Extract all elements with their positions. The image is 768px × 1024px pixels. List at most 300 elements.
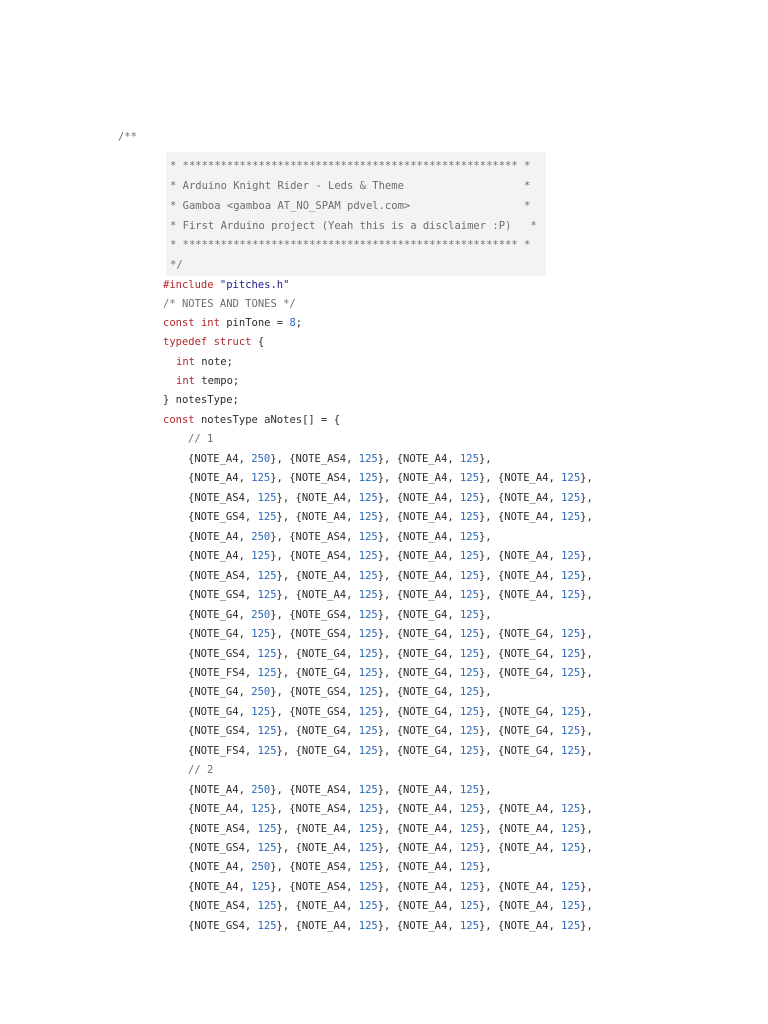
note-duration: 125 bbox=[358, 648, 378, 660]
note-name: NOTE_A4 bbox=[403, 511, 448, 523]
note-name: NOTE_G4 bbox=[301, 667, 347, 679]
note-duration: 250 bbox=[251, 784, 271, 796]
note-name: NOTE_A4 bbox=[403, 900, 448, 912]
brace-close: }, bbox=[276, 570, 290, 582]
note-name: NOTE_A4 bbox=[504, 823, 549, 835]
brace-close: }, bbox=[580, 648, 593, 660]
separator: , bbox=[244, 725, 258, 737]
brace-close: }, bbox=[377, 706, 391, 718]
note-duration: 125 bbox=[561, 706, 581, 718]
note-name: NOTE_G4 bbox=[403, 686, 448, 698]
note-name: NOTE_G4 bbox=[403, 667, 448, 679]
note-name: NOTE_A4 bbox=[301, 900, 347, 912]
separator: , bbox=[447, 900, 460, 912]
separator: , bbox=[447, 667, 460, 679]
brace-close: }, bbox=[377, 472, 391, 484]
brace-close: }, bbox=[377, 648, 391, 660]
separator: , bbox=[238, 531, 252, 543]
note-duration: 125 bbox=[257, 492, 277, 504]
brace-open: { bbox=[188, 861, 195, 873]
note-duration: 125 bbox=[459, 511, 479, 523]
note-name: NOTE_A4 bbox=[301, 511, 347, 523]
separator: , bbox=[548, 881, 562, 893]
note-name: NOTE_GS4 bbox=[295, 706, 347, 718]
note-name: NOTE_A4 bbox=[194, 453, 239, 465]
brace-open: { bbox=[282, 609, 296, 621]
brace-open: { bbox=[188, 550, 195, 562]
brace-open: { bbox=[491, 628, 505, 640]
note-duration: 125 bbox=[459, 725, 479, 737]
note-name: NOTE_GS4 bbox=[295, 609, 347, 621]
brace-close: }, bbox=[377, 589, 391, 601]
note-duration: 125 bbox=[358, 628, 378, 640]
note-duration: 125 bbox=[358, 531, 378, 543]
separator: , bbox=[548, 667, 562, 679]
note-name: NOTE_GS4 bbox=[194, 920, 245, 932]
separator: , bbox=[346, 492, 359, 504]
brace-open: { bbox=[188, 453, 195, 465]
note-name: NOTE_AS4 bbox=[194, 823, 245, 835]
note-name: NOTE_G4 bbox=[403, 628, 448, 640]
separator: , bbox=[548, 823, 562, 835]
brace-open: { bbox=[188, 628, 195, 640]
note-duration: 125 bbox=[459, 784, 479, 796]
brace-open: { bbox=[491, 881, 505, 893]
note-duration: 125 bbox=[358, 881, 378, 893]
separator: , bbox=[548, 589, 562, 601]
note-name: NOTE_AS4 bbox=[194, 492, 245, 504]
note-name: NOTE_A4 bbox=[403, 920, 448, 932]
note-duration: 125 bbox=[257, 667, 277, 679]
separator: , bbox=[447, 823, 460, 835]
note-name: NOTE_A4 bbox=[504, 570, 549, 582]
note-name: NOTE_GS4 bbox=[194, 842, 245, 854]
note-duration: 125 bbox=[459, 472, 479, 484]
separator: , bbox=[548, 648, 562, 660]
note-duration: 125 bbox=[358, 589, 378, 601]
field-note: note; bbox=[201, 356, 233, 368]
brace-open: { bbox=[289, 667, 302, 679]
brace-open: { bbox=[282, 531, 296, 543]
separator: , bbox=[346, 550, 359, 562]
struct-close: } notesType; bbox=[163, 394, 239, 406]
separator: , bbox=[346, 628, 359, 640]
brace-close: }, bbox=[377, 453, 391, 465]
brace-open: { bbox=[390, 589, 404, 601]
note-duration: 125 bbox=[561, 472, 581, 484]
notes-row bbox=[188, 549, 593, 563]
brace-open: { bbox=[390, 511, 404, 523]
note-name: NOTE_G4 bbox=[301, 725, 347, 737]
separator: , bbox=[548, 745, 562, 757]
note-duration: 125 bbox=[561, 550, 581, 562]
notes-row bbox=[188, 880, 593, 894]
brace-open: { bbox=[491, 570, 505, 582]
field-note-line bbox=[176, 355, 233, 369]
separator: , bbox=[346, 861, 359, 873]
separator: , bbox=[238, 453, 252, 465]
note-name: NOTE_A4 bbox=[403, 881, 448, 893]
note-duration: 125 bbox=[358, 900, 378, 912]
brace-close: }, bbox=[270, 550, 283, 562]
note-name: NOTE_FS4 bbox=[194, 667, 245, 679]
separator: , bbox=[238, 609, 252, 621]
brace-close: }, bbox=[580, 706, 593, 718]
brace-open: { bbox=[188, 570, 195, 582]
brace-open: { bbox=[282, 472, 296, 484]
note-duration: 125 bbox=[459, 900, 479, 912]
note-name: NOTE_AS4 bbox=[295, 881, 347, 893]
separator: , bbox=[346, 511, 359, 523]
note-duration: 125 bbox=[459, 531, 479, 543]
note-name: NOTE_A4 bbox=[504, 803, 549, 815]
note-name: NOTE_A4 bbox=[504, 900, 549, 912]
note-name: NOTE_G4 bbox=[403, 745, 448, 757]
note-name: NOTE_A4 bbox=[504, 920, 549, 932]
brace-open: { bbox=[188, 900, 195, 912]
note-name: NOTE_A4 bbox=[403, 589, 448, 601]
brace-close: }, bbox=[377, 861, 391, 873]
brace-open: { bbox=[282, 784, 296, 796]
brace-close: }, bbox=[276, 648, 290, 660]
note-duration: 125 bbox=[257, 589, 277, 601]
note-name: NOTE_GS4 bbox=[194, 511, 245, 523]
separator: , bbox=[447, 784, 460, 796]
brace-close: }, bbox=[478, 531, 492, 543]
separator: , bbox=[244, 900, 258, 912]
brace-open: { bbox=[491, 511, 505, 523]
brace-close: }, bbox=[276, 667, 290, 679]
brace-close: }, bbox=[377, 531, 391, 543]
array-declaration: notesType aNotes[] = { bbox=[200, 414, 341, 426]
note-name: NOTE_G4 bbox=[301, 745, 347, 757]
brace-close: }, bbox=[580, 881, 593, 893]
separator: , bbox=[346, 589, 359, 601]
brace-close: }, bbox=[478, 628, 492, 640]
separator: , bbox=[447, 706, 460, 718]
note-name: NOTE_A4 bbox=[301, 589, 347, 601]
separator: , bbox=[346, 472, 359, 484]
brace-close: }, bbox=[478, 725, 492, 737]
brace-open: { bbox=[390, 803, 404, 815]
brace-close: }, bbox=[580, 570, 593, 582]
note-duration: 125 bbox=[561, 667, 581, 679]
note-name: NOTE_AS4 bbox=[295, 803, 347, 815]
separator: , bbox=[548, 472, 562, 484]
separator: , bbox=[548, 570, 562, 582]
brace-open: { bbox=[491, 842, 505, 854]
header-comment-block bbox=[166, 152, 546, 276]
separator: , bbox=[238, 706, 252, 718]
brace-close: }, bbox=[276, 920, 290, 932]
note-duration: 125 bbox=[459, 492, 479, 504]
note-name: NOTE_G4 bbox=[504, 628, 549, 640]
note-name: NOTE_A4 bbox=[194, 803, 239, 815]
notes-row bbox=[188, 666, 593, 680]
brace-close: }, bbox=[478, 920, 492, 932]
separator: , bbox=[346, 667, 359, 679]
note-name: NOTE_GS4 bbox=[295, 628, 347, 640]
comment-line: */ bbox=[170, 259, 183, 271]
brace-close: }, bbox=[377, 628, 391, 640]
separator: , bbox=[447, 550, 460, 562]
note-name: NOTE_GS4 bbox=[194, 589, 245, 601]
note-duration: 125 bbox=[358, 686, 378, 698]
brace-close: }, bbox=[580, 823, 593, 835]
separator: , bbox=[447, 881, 460, 893]
brace-close: }, bbox=[478, 686, 492, 698]
separator: , bbox=[238, 784, 252, 796]
brace-open: { bbox=[282, 706, 296, 718]
brace-open: { bbox=[491, 550, 505, 562]
comment-line: * Gamboa <gamboa AT_NO_SPAM pdvel.com> * bbox=[170, 200, 531, 212]
note-name: NOTE_A4 bbox=[403, 453, 448, 465]
separator: , bbox=[346, 803, 359, 815]
separator: , bbox=[244, 511, 258, 523]
brace-open: { bbox=[188, 492, 195, 504]
include-line bbox=[163, 278, 289, 292]
separator: , bbox=[238, 686, 252, 698]
section-comment: /* NOTES AND TONES */ bbox=[163, 298, 296, 310]
brace-open: { bbox=[491, 823, 505, 835]
separator: , bbox=[548, 492, 562, 504]
brace-close: }, bbox=[478, 881, 492, 893]
separator: , bbox=[244, 920, 258, 932]
brace-close: }, bbox=[270, 531, 283, 543]
brace-close: }, bbox=[270, 803, 283, 815]
brace-close: }, bbox=[377, 550, 391, 562]
brace-open: { bbox=[491, 648, 505, 660]
separator: , bbox=[346, 725, 359, 737]
brace-close: }, bbox=[377, 803, 391, 815]
notes-row bbox=[188, 647, 593, 661]
note-duration: 125 bbox=[459, 881, 479, 893]
note-name: NOTE_AS4 bbox=[295, 861, 347, 873]
notes-row bbox=[188, 452, 492, 466]
brace-close: }, bbox=[478, 472, 492, 484]
brace-close: }, bbox=[580, 842, 593, 854]
note-duration: 125 bbox=[561, 745, 581, 757]
brace-open: { bbox=[491, 706, 505, 718]
note-name: NOTE_A4 bbox=[504, 472, 549, 484]
note-name: NOTE_A4 bbox=[194, 784, 239, 796]
const-keyword: const bbox=[163, 317, 195, 329]
int-keyword: int bbox=[200, 317, 220, 329]
separator: , bbox=[346, 686, 359, 698]
note-duration: 125 bbox=[459, 861, 479, 873]
notes-row bbox=[188, 860, 492, 874]
notes-row bbox=[188, 530, 492, 544]
brace-close: }, bbox=[377, 609, 391, 621]
brace-close: }, bbox=[276, 492, 290, 504]
note-duration: 125 bbox=[459, 550, 479, 562]
brace-close: }, bbox=[478, 861, 492, 873]
brace-open: { bbox=[289, 492, 302, 504]
note-duration: 125 bbox=[358, 492, 378, 504]
brace-close: }, bbox=[270, 609, 283, 621]
note-name: NOTE_AS4 bbox=[295, 472, 347, 484]
separator: , bbox=[238, 861, 252, 873]
separator: , bbox=[244, 745, 258, 757]
notes-row bbox=[188, 569, 593, 583]
note-duration: 125 bbox=[459, 745, 479, 757]
note-duration: 125 bbox=[257, 900, 277, 912]
include-file: "pitches.h" bbox=[219, 279, 290, 291]
note-name: NOTE_A4 bbox=[194, 531, 239, 543]
section-1-comment: // 1 bbox=[188, 433, 214, 445]
separator: , bbox=[548, 511, 562, 523]
note-duration: 125 bbox=[251, 550, 271, 562]
note-name: NOTE_G4 bbox=[194, 706, 239, 718]
note-duration: 125 bbox=[561, 570, 581, 582]
brace-open: { bbox=[188, 745, 195, 757]
note-name: NOTE_A4 bbox=[194, 550, 239, 562]
brace-close: }, bbox=[478, 745, 492, 757]
note-duration: 125 bbox=[459, 823, 479, 835]
brace-open: { bbox=[491, 725, 505, 737]
note-duration: 250 bbox=[251, 453, 271, 465]
comment-line: * ***************************************************** * bbox=[170, 160, 531, 172]
note-name: NOTE_G4 bbox=[194, 686, 239, 698]
note-duration: 250 bbox=[251, 531, 271, 543]
note-name: NOTE_A4 bbox=[504, 550, 549, 562]
brace-open: { bbox=[188, 589, 195, 601]
brace-open: { bbox=[188, 609, 195, 621]
brace-open: { bbox=[282, 628, 296, 640]
note-name: NOTE_GS4 bbox=[194, 648, 245, 660]
brace-open: { bbox=[188, 472, 195, 484]
separator: , bbox=[238, 628, 252, 640]
note-duration: 125 bbox=[459, 628, 479, 640]
brace-close: }, bbox=[478, 648, 492, 660]
brace-open: { bbox=[289, 570, 302, 582]
brace-open: { bbox=[390, 531, 404, 543]
const-keyword: const bbox=[163, 414, 195, 426]
pin-value: 8 bbox=[289, 317, 296, 329]
note-duration: 125 bbox=[459, 667, 479, 679]
comment-line: * ***************************************************** * bbox=[170, 239, 531, 251]
brace-close: }, bbox=[276, 725, 290, 737]
note-duration: 125 bbox=[358, 511, 378, 523]
include-directive: #include bbox=[163, 279, 214, 291]
brace-close: }, bbox=[377, 492, 391, 504]
note-duration: 125 bbox=[257, 823, 277, 835]
brace-open: { bbox=[390, 823, 404, 835]
note-name: NOTE_G4 bbox=[504, 745, 549, 757]
note-name: NOTE_A4 bbox=[403, 861, 448, 873]
typedef-keyword: typedef struct bbox=[163, 336, 252, 348]
note-name: NOTE_A4 bbox=[194, 472, 239, 484]
note-duration: 125 bbox=[561, 900, 581, 912]
brace-open: { bbox=[390, 472, 404, 484]
note-duration: 125 bbox=[358, 803, 378, 815]
separator: , bbox=[447, 686, 460, 698]
brace-open: { bbox=[390, 570, 404, 582]
note-name: NOTE_A4 bbox=[504, 842, 549, 854]
note-name: NOTE_A4 bbox=[403, 823, 448, 835]
brace-close: }, bbox=[478, 570, 492, 582]
brace-close: }, bbox=[478, 784, 492, 796]
brace-open: { bbox=[289, 589, 302, 601]
notes-row bbox=[188, 919, 593, 933]
brace-close: }, bbox=[580, 745, 593, 757]
note-name: NOTE_AS4 bbox=[295, 784, 347, 796]
separator: , bbox=[447, 492, 460, 504]
brace-close: }, bbox=[580, 900, 593, 912]
note-duration: 125 bbox=[358, 745, 378, 757]
notes-row bbox=[188, 822, 593, 836]
notes-row bbox=[188, 510, 593, 524]
brace-close: }, bbox=[377, 900, 391, 912]
note-name: NOTE_G4 bbox=[301, 648, 347, 660]
note-duration: 125 bbox=[459, 589, 479, 601]
brace-open: { bbox=[188, 531, 195, 543]
note-duration: 125 bbox=[561, 842, 581, 854]
brace-close: }, bbox=[270, 784, 283, 796]
separator: , bbox=[447, 920, 460, 932]
brace-open: { bbox=[282, 803, 296, 815]
brace-close: }, bbox=[377, 823, 391, 835]
note-duration: 125 bbox=[251, 628, 271, 640]
separator: , bbox=[346, 648, 359, 660]
note-duration: 125 bbox=[257, 725, 277, 737]
note-name: NOTE_G4 bbox=[504, 667, 549, 679]
brace-close: }, bbox=[377, 920, 391, 932]
brace-close: }, bbox=[580, 725, 593, 737]
note-name: NOTE_A4 bbox=[301, 842, 347, 854]
separator: , bbox=[548, 550, 562, 562]
brace-open: { bbox=[188, 648, 195, 660]
brace-open: { bbox=[282, 881, 296, 893]
note-duration: 125 bbox=[561, 920, 581, 932]
note-name: NOTE_G4 bbox=[504, 706, 549, 718]
brace-close: }, bbox=[478, 667, 492, 679]
separator: , bbox=[447, 725, 460, 737]
note-name: NOTE_G4 bbox=[403, 725, 448, 737]
separator: , bbox=[447, 745, 460, 757]
separator: , bbox=[548, 725, 562, 737]
notes-row bbox=[188, 705, 593, 719]
brace-open: { bbox=[390, 745, 404, 757]
brace-open: { bbox=[390, 686, 404, 698]
field-tempo-line bbox=[176, 374, 239, 388]
brace-open: { bbox=[390, 609, 404, 621]
brace-close: }, bbox=[478, 589, 492, 601]
note-name: NOTE_A4 bbox=[403, 492, 448, 504]
separator: , bbox=[447, 570, 460, 582]
note-duration: 125 bbox=[459, 570, 479, 582]
note-duration: 125 bbox=[459, 686, 479, 698]
note-duration: 125 bbox=[358, 667, 378, 679]
separator: , bbox=[447, 472, 460, 484]
note-name: NOTE_GS4 bbox=[194, 725, 245, 737]
note-name: NOTE_A4 bbox=[301, 823, 347, 835]
comment-line: * Arduino Knight Rider - Leds & Theme * bbox=[170, 180, 531, 192]
note-duration: 125 bbox=[561, 492, 581, 504]
note-duration: 125 bbox=[358, 920, 378, 932]
note-duration: 125 bbox=[561, 823, 581, 835]
separator: , bbox=[548, 920, 562, 932]
note-name: NOTE_A4 bbox=[403, 842, 448, 854]
brace-close: }, bbox=[276, 511, 290, 523]
brace-open: { bbox=[390, 784, 404, 796]
brace-close: }, bbox=[276, 589, 290, 601]
separator: , bbox=[346, 881, 359, 893]
brace-close: }, bbox=[478, 823, 492, 835]
brace-close: }, bbox=[478, 842, 492, 854]
note-duration: 125 bbox=[358, 570, 378, 582]
note-duration: 125 bbox=[251, 881, 271, 893]
